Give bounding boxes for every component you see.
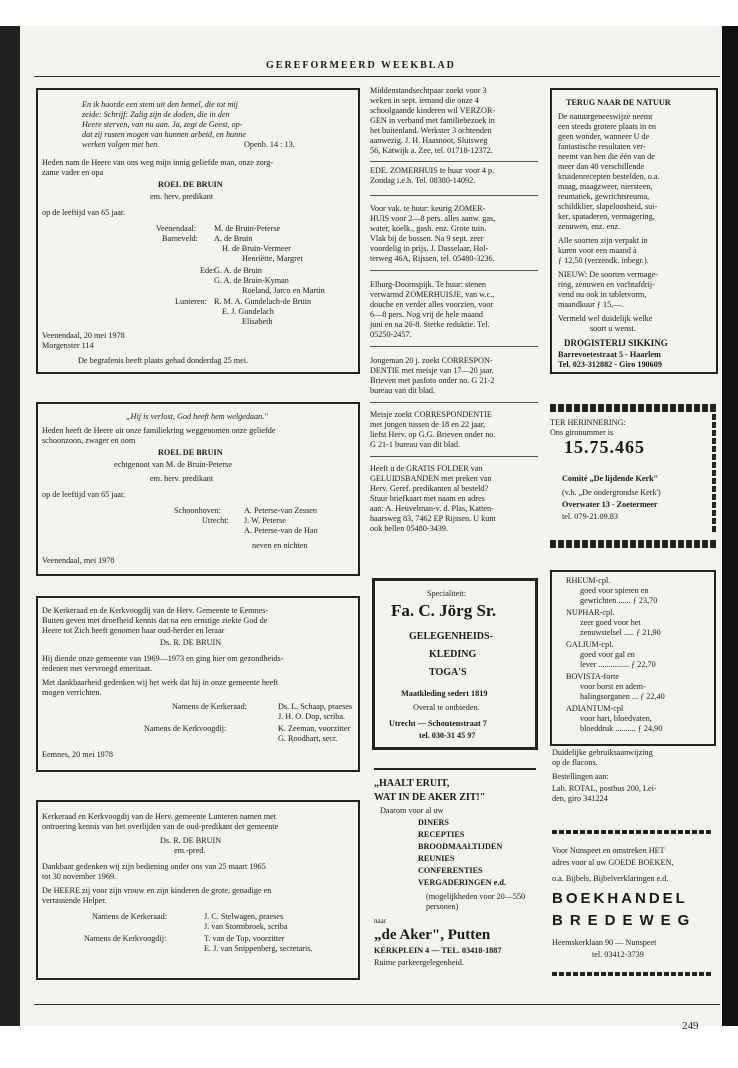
ad-body: neemt van hen die één van de: [558, 152, 655, 161]
notice-line: Buiten geven met droefheid kennis dat na een ernstige ziekte God de: [42, 616, 268, 625]
divider: [374, 768, 536, 770]
family-name: A. de Bruin: [214, 234, 253, 243]
page-header: GEREFORMEERD WEEKBLAD: [266, 60, 456, 71]
classified-line: DENTIE met meisje van 17—20 jaar.: [370, 366, 494, 375]
ad-line: Duidelijke gebruiksaanwijzing: [552, 748, 653, 757]
rotal-advertisement: [550, 570, 716, 746]
classified-line: Herv. Geref. predikanten al besteld?: [370, 484, 489, 493]
place-label: Ede:: [200, 266, 216, 275]
ad-line: Daarom voor al uw: [380, 806, 444, 815]
rotal-footer: [552, 748, 718, 812]
ad-line: naar: [374, 917, 387, 925]
classified-line: met jongen tussen de 18 en 22 jaar,: [370, 420, 486, 429]
signatory: Ds. L. Schaap, praeses: [278, 702, 353, 711]
ad-line: Voor Nunspeet en omstreken HET: [552, 846, 665, 855]
ad-body: geen wonder, wanneer U de: [558, 132, 650, 141]
ad-body: schildklier, slapeloosheid, sui-: [558, 202, 658, 211]
ad-address: Barrevoetestraat 5 - Haarlem: [558, 350, 661, 359]
death-notice-4: [36, 800, 360, 980]
ad-line: personen): [426, 902, 459, 911]
signature-label: Namens de Kerkvoogdij:: [84, 934, 167, 943]
ad-body: ƒ 12,50 (verzendk. inbegr.).: [558, 256, 649, 265]
place-label: Lunteren:: [175, 297, 207, 306]
classified-line: Brieven met pasfoto onder no. G 21-2: [370, 376, 495, 385]
classified-line: Heeft u de GRATIS FOLDER van: [370, 464, 483, 473]
classified-line: 56, Katwijk a. Zee, tel. 01718-12372.: [370, 146, 493, 155]
classified-line: aan: A. Heuvelman-v. d. Plas, Katten-: [370, 504, 494, 513]
family-name: Roeland, Jarco en Martin: [242, 286, 325, 295]
signatory: J. H. O. Dop, scriba.: [278, 712, 346, 721]
quote-line: werken volgen met hen.: [82, 140, 160, 149]
family-name: neven en nichten: [252, 541, 308, 550]
ad-body: De natuurgeneeswijze neemt: [558, 112, 653, 121]
classified-line: water, koelk., gash. enz. Grote tuin.: [370, 224, 487, 233]
ad-company: „de Aker", Putten: [374, 927, 491, 943]
ad-item: DINERS: [418, 818, 449, 827]
classified-line: 6—8 pers. Nog vrij de hele maand: [370, 310, 484, 319]
family-name: Henriëtte, Margret: [242, 254, 303, 263]
intro-line: zame vader en opa: [42, 168, 104, 177]
ad-body: fantastische resultaten ver-: [558, 142, 646, 151]
notice-date: Veenendaal, 20 mei 1978: [42, 331, 125, 340]
divider: [370, 456, 538, 457]
ad-body: vend nu ook in tabletvorm,: [558, 290, 647, 299]
ad-line: (v.h. „De ondergrondse Kerk'): [562, 488, 661, 497]
notice-date: Eemnes, 20 mei 1978: [42, 750, 113, 759]
deceased-name: Ds. R. DE BRUIN: [160, 836, 222, 845]
deceased-age: op de leeftijd van 65 jaar.: [42, 490, 126, 499]
quote-line: dat zij rusten mogen van hunnen arbeid, en hunne: [82, 130, 246, 139]
scan-edge-left: [0, 26, 20, 1026]
deceased-age: op de leeftijd van 65 jaar.: [42, 208, 126, 217]
death-notice-2: [36, 402, 360, 576]
notice-body: Dankbaar gedenken wij zijn bediening onder ons van 25 maart 1965: [42, 862, 266, 871]
family-name: G. A. de Bruin-Kyman: [214, 276, 289, 285]
page-number: 249: [682, 1020, 699, 1032]
ad-line: (mogelijkheden voor 20—550: [426, 892, 526, 901]
ad-line: Ruime parkeergelegenheid.: [374, 958, 464, 967]
ad-body: een steeds grotere plaats in en: [558, 122, 656, 131]
ad-line: Overal te ontbieden.: [413, 703, 480, 712]
deceased-name: ROEL DE BRUIN: [158, 180, 223, 189]
product-name: ADIANTUM-cpl: [566, 704, 624, 713]
ad-body: zenuwen, enz. enz.: [558, 222, 621, 231]
classified-line: liefst Herv. op G.G. Brieven onder no.: [370, 430, 496, 439]
ad-line: o.a. Bijbels, Bijbelverklaringen e.d.: [552, 874, 669, 883]
ad-address: den, giro 341224: [552, 794, 608, 803]
classified-line: Vlak bij de bossen. Na 9 sept. zeer: [370, 234, 484, 243]
ad-headline: WAT IN DE AKER ZIT!": [374, 792, 486, 803]
ad-headline: „HAALT ERUIT,: [374, 778, 450, 789]
ad-company: BOEKHANDEL: [552, 890, 688, 907]
ad-address: Heemskerklaan 90 — Nunspeet: [552, 938, 657, 947]
classified-line: weken in sept. iemand die onze 4: [370, 96, 479, 105]
notice-body: Hij diende onze gemeente van 1969—1973 en ging hier om gezondheids-: [42, 654, 284, 663]
signature-label: Namens de Kerkeraad:: [172, 702, 248, 711]
product-desc: gewrichten ...... ƒ 23,70: [580, 596, 658, 605]
ad-line: KLEDING: [429, 649, 477, 660]
giro-number: 15.75.465: [564, 437, 645, 457]
quote-line: En ik hoorde een stem uit den hemel, die tot mij: [82, 100, 238, 109]
divider: [370, 402, 538, 403]
ad-phone: tel. 030-31 45 97: [419, 731, 476, 740]
classified-line: GEN in verband met familiebezoek in: [370, 116, 495, 125]
deceased-spouse: echtgenoot van M. de Bruin-Peterse: [114, 460, 233, 469]
funeral-note: De begrafenis heeft plaats gehad donderdag 25 mei.: [78, 356, 249, 365]
ad-item: VERGADERINGEN e.d.: [418, 878, 507, 887]
decorative-border: [552, 830, 712, 834]
ad-item: CONFERENTIES: [418, 866, 483, 875]
ad-line: GELEGENHEIDS-: [409, 631, 493, 642]
quote-line: Heere sterven, van nu aan. Ja, zegt de Geest, op-: [82, 120, 243, 129]
scan-margin-top: [0, 0, 738, 26]
ad-body: kruidenrecepten bestelden, o.a.: [558, 172, 660, 181]
notice-body: redenen met vervroegd emeritaat.: [42, 664, 153, 673]
signature-label: Namens de Kerkvoogdij:: [144, 724, 227, 733]
product-desc: zeer goed voor het: [580, 618, 641, 627]
classifieds-column: [370, 86, 540, 566]
notice-line: De Kerkeraad en de Kerkvoogdij van de Herv. Gemeente te Eemnes-: [42, 606, 269, 615]
notice-line: Heere tot Zich heeft genomen haar oud-herder en leraar: [42, 626, 225, 635]
deceased-name: Ds. R. DE BRUIN: [160, 638, 222, 647]
death-notice-3: [36, 596, 360, 772]
ad-body: ring, zenuwen en vochtafdrij-: [558, 280, 655, 289]
death-notice-1: [36, 88, 360, 374]
ad-company: DROGISTERIJ SIKKING: [564, 338, 668, 348]
product-desc: voor borst en adem-: [580, 682, 646, 691]
deceased-title: em.-pred.: [174, 846, 206, 855]
product-desc: goed voor gal en: [580, 650, 635, 659]
ad-company: BREDEWEG: [552, 912, 697, 929]
ad-body: kuren voor een maand à: [558, 246, 637, 255]
ad-address: KERKPLEIN 4 — TEL. 03418-1887: [374, 946, 502, 955]
notice-address: Morgenster 114: [42, 341, 94, 350]
notice-body: mogen verrichten.: [42, 688, 102, 697]
ad-phone: tel. 079-21.09.83: [562, 512, 618, 521]
scan-edge-right: [722, 26, 738, 1026]
product-desc: zenuwstelsel ..... ƒ 21,90: [580, 628, 661, 637]
notice-line: Kerkeraad en Kerkvoogdij van de Herv. gemeente Lunteren namen met: [42, 812, 277, 821]
classified-line: schoolgaande kinderen wil VERZOR-: [370, 106, 496, 115]
family-name: H. de Bruin-Vermeer: [222, 244, 291, 253]
ad-line: op de flacons.: [552, 758, 598, 767]
family-name: M. de Bruin-Peterse: [214, 224, 281, 233]
classified-line: Jongeman 20 j. zoekt CORRESPON-: [370, 356, 493, 365]
footer-rule: [34, 1004, 720, 1005]
ad-phone: Tel. 023-312882 - Giro 190609: [558, 360, 662, 369]
notice-body: Met dankbaarheid gedenken wij het werk dat hij in onze gemeente heeft: [42, 678, 279, 687]
decorative-border: [552, 972, 712, 976]
ad-body: NIEUW: De soorten vermage-: [558, 270, 658, 279]
classified-line: GELUIDSBANDEN met preken van: [370, 474, 492, 483]
family-name: G. A. de Bruin: [214, 266, 262, 275]
classified-line: juni en na 26-8. Sterke reduktie. Tel.: [370, 320, 490, 329]
classified-line: Meisje zoekt CORRESPONDENTIE: [370, 410, 492, 419]
notice-body: tot 30 november 1969.: [42, 872, 117, 881]
herinnering-advertisement: [550, 418, 710, 536]
classified-line: haarsweg 83, 7462 EP Rijssen. U kunt: [370, 514, 496, 523]
decorative-border: [550, 404, 716, 412]
family-name: A. Peterse-van Zessen: [244, 506, 317, 515]
family-name: Elisabeth: [242, 317, 273, 326]
ad-title: TERUG NAAR DE NATUUR: [566, 98, 671, 107]
family-name: J. W. Peterse: [244, 516, 286, 525]
ad-line: TOGA'S: [429, 667, 467, 678]
ad-body: ker, spataderen, vermagering,: [558, 212, 655, 221]
ad-body: maag, maagzweer, niersteen,: [558, 182, 653, 191]
classified-line: Stuur briefkaart met naam en adres: [370, 494, 485, 503]
family-name: A. Peterse-van de Han: [244, 526, 318, 535]
quote-line: „Hij is verlost, God heeft hem welgedaan.": [126, 412, 268, 421]
product-desc: bloeddruk .......... ƒ 24,90: [580, 724, 663, 733]
intro-line: Heden nam de Heere van ons weg mijn innig geliefde man, onze zorg-: [42, 158, 274, 167]
signatory: J. C. Stelwagen, praeses: [204, 912, 284, 921]
notice-body: De HEERE zij voor zijn vrouw en zijn kinderen de grote, genadige en: [42, 886, 272, 895]
ad-body: maandkuur ƒ 15,—.: [558, 300, 624, 309]
classified-line: G 21-1 bureau van dit blad.: [370, 440, 461, 449]
bredeweg-advertisement: [552, 846, 718, 970]
classified-line: douche en verder alles voorzien, voor: [370, 300, 494, 309]
product-name: RHEUM-cpl.: [566, 576, 611, 585]
place-label: Barneveld:: [162, 234, 198, 243]
aker-advertisement: [374, 768, 540, 988]
header-rule: [34, 76, 720, 77]
place-label: Utrecht:: [202, 516, 229, 525]
notice-body: verrassende Helper.: [42, 896, 107, 905]
signature-label: Namens de Kerkeraad:: [92, 912, 168, 921]
ad-phone: tel. 03412-3739: [592, 950, 644, 959]
signatory: G. Roodhart, secr.: [278, 734, 338, 743]
intro-line: schoonzoon, zwager en oom: [42, 436, 136, 445]
decorative-border: [712, 414, 716, 534]
product-name: GALIUM-cpl.: [566, 640, 614, 649]
ad-company: Fa. C. Jörg Sr.: [391, 601, 497, 620]
classified-line: Middenstandsechtpaar zoekt voor 3: [370, 86, 487, 95]
classified-line: terweg 46A, Rijssen, tel. 05480-3236.: [370, 254, 495, 263]
ad-address: Overwater 13 - Zoetermeer: [562, 500, 658, 509]
ad-body: Alle soorten zijn verpakt in: [558, 236, 648, 245]
ad-body: soort u wenst.: [590, 324, 636, 333]
place-label: Schoonhoven:: [174, 506, 221, 515]
classified-line: 05250-2457.: [370, 330, 412, 339]
ad-company: Comité „De lijdende Kerk": [562, 474, 659, 483]
natuur-advertisement: [550, 88, 718, 374]
ad-item: RECEPTIES: [418, 830, 465, 839]
product-desc: goed voor spieren en: [580, 586, 649, 595]
ad-item: BROODMAALTIJDEN: [418, 842, 503, 851]
ad-address: Lab. ROTAL, postbus 200, Lei-: [552, 784, 657, 793]
divider: [370, 270, 538, 271]
product-desc: lever ............... ƒ 22,70: [580, 660, 656, 669]
classified-line: bureau van dit blad.: [370, 386, 436, 395]
product-name: BOVISTA-forte: [566, 672, 620, 681]
signatory: K. Zeeman, voorzitter: [278, 724, 351, 733]
quote-line: zeide: Schrijf: Zalig zijn de doden, die in den: [82, 110, 230, 119]
ad-body: meer dan 40 verschillende: [558, 162, 645, 171]
quote-reference: Openb. 14 : 13.: [244, 140, 295, 149]
classified-line: Zondag i.e.h. Tel. 08380-14092.: [370, 176, 476, 185]
product-desc: voor hart, bloedvaten,: [580, 714, 652, 723]
classified-line: aanwezig. J. H. Haasnoot, Sluisweg: [370, 136, 488, 145]
divider: [370, 195, 538, 196]
family-name: E. J. Gundelach: [222, 307, 274, 316]
scan-margin-bottom: [0, 1026, 738, 1068]
decorative-border: [550, 540, 716, 548]
classified-line: het buitenland. Werkster 3 ochtenden: [370, 126, 492, 135]
signatory: E. J. van Snippenberg, secretaris.: [204, 944, 313, 953]
deceased-role: em. herv. predikant: [150, 474, 214, 483]
notice-line: ontroering kennis van het overlijden van de oud-predikant der gemeente: [42, 822, 279, 831]
ad-line: Ons gironummer is: [550, 428, 614, 437]
notice-date: Veenendaal, mei 1978: [42, 556, 115, 565]
intro-line: Heden heeft de Heere uit onze familiekring weggenomen onze geliefde: [42, 426, 276, 435]
classified-line: EDE. ZOMERHUIS te huur voor 4 p.: [370, 166, 495, 175]
deceased-role: em. herv. predikant: [150, 192, 214, 201]
ad-line: Maatkleding sedert 1819: [401, 689, 488, 698]
place-label: Veenendaal:: [156, 224, 197, 233]
classified-line: voordelig in prijs. J. Dasselaar, Hol-: [370, 244, 489, 253]
ad-line: Bestellingen aan:: [552, 772, 609, 781]
ad-title: TER HERINNERING:: [550, 418, 626, 427]
divider: [370, 346, 538, 347]
family-name: R. M. A. Gundelach-de Bruin: [214, 297, 312, 306]
product-name: NUPHAR-cpl.: [566, 608, 615, 617]
jorg-advertisement: [372, 578, 538, 750]
classified-line: Elburg-Doornspijk. Te huur: stenen: [370, 280, 487, 289]
deceased-name: ROEL DE BRUIN: [158, 448, 223, 457]
signatory: J. van Stormbroek, scriba: [204, 922, 288, 931]
ad-label: Specialiteit:: [427, 589, 467, 598]
product-desc: halingsorganen ... ƒ 22,40: [580, 692, 665, 701]
ad-address: Utrecht — Schoutenstraat 7: [389, 719, 487, 728]
ad-item: REUNIES: [418, 854, 455, 863]
ad-body: Vermeld wel duidelijk welke: [558, 314, 653, 323]
classified-line: ook bellen 05480-3439.: [370, 524, 448, 533]
classified-line: verwarmd ZOMERHUISJE, van w.c.,: [370, 290, 495, 299]
divider: [370, 161, 538, 162]
ad-line: adres voor al uw GOEDE BOEKEN,: [552, 858, 674, 867]
classified-line: HUIS voor 2—8 pers. alles aanw. gas,: [370, 214, 496, 223]
signatory: T. van de Top, voorzitter: [204, 934, 285, 943]
classified-line: Voor vak. te huur: keurig ZOMER-: [370, 204, 486, 213]
ad-body: reumatiek, gewrichtsreuma,: [558, 192, 650, 201]
